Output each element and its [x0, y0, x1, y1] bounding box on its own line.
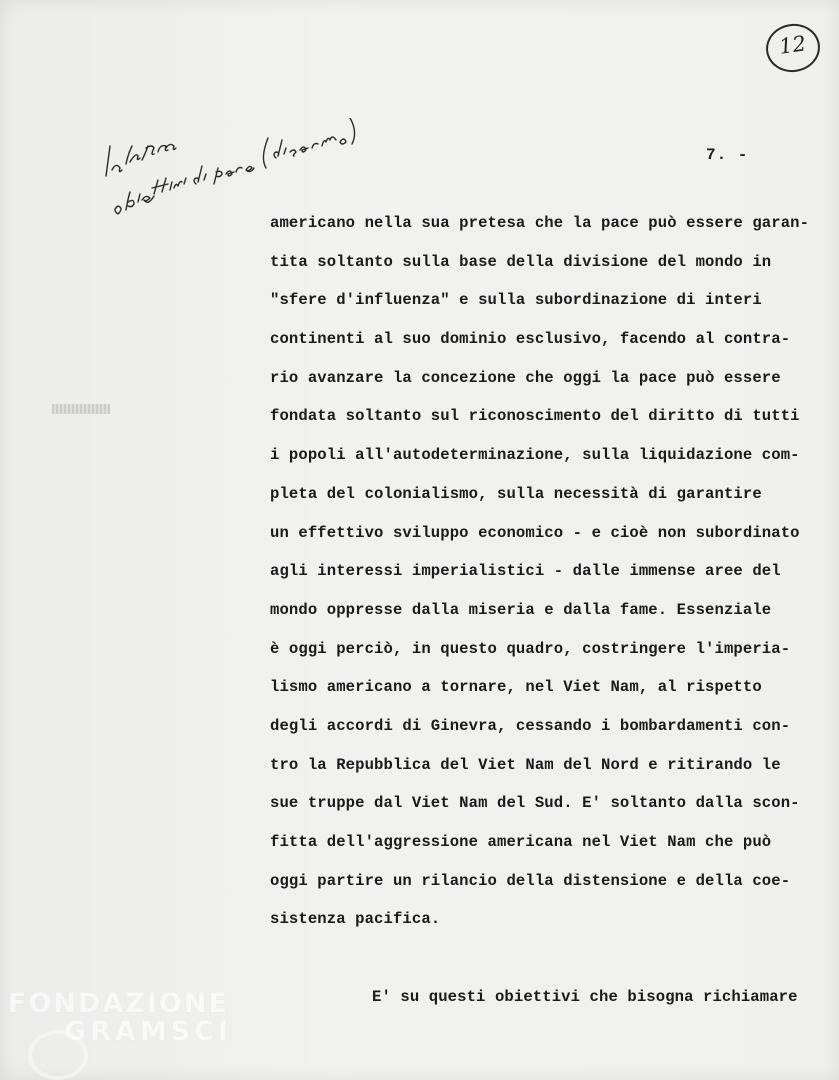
handwriting-icon	[96, 118, 376, 218]
blank-line	[270, 939, 830, 978]
last-body-line: E' su questi obiettivi che bisogna richiamare	[372, 987, 798, 1006]
body-line: pleta del colonialismo, sulla necessità di garantire	[270, 484, 762, 503]
body-line: sue truppe dal Viet Nam del Sud. E' soltanto dalla scon-	[270, 794, 800, 813]
body-line: i popoli all'autodeterminazione, sulla liquidazione com-	[270, 446, 800, 465]
body-line: americano nella sua pretesa che la pace può essere garan-	[270, 214, 810, 232]
body-line: degli accordi di Ginevra, cessando i bombardamenti con-	[270, 716, 791, 735]
body-line: "sfere d'influenza" e sulla subordinazione di interi	[270, 291, 762, 310]
paper-smudge	[52, 404, 110, 414]
body-line: lismo americano a tornare, nel Viet Nam, al rispetto	[270, 678, 762, 697]
body-line: sistenza pacifica.	[270, 910, 441, 929]
body-line: fondata soltanto sul riconoscimento del diritto di tutti	[270, 407, 800, 426]
body-line: un effettivo sviluppo economico - e cioè non subordinato	[270, 523, 800, 542]
watermark-line-1: FONDAZIONE	[8, 988, 229, 1019]
sheet-number-stamp	[763, 20, 823, 75]
page-number: 7. -	[706, 146, 749, 164]
watermark-line-2: GRAMSCI	[64, 1016, 233, 1047]
body-line: è oggi perciò, in questo quadro, costringere l'imperia-	[270, 639, 791, 658]
body-line: fitta dell'aggressione americana nel Viet Nam che può	[270, 833, 772, 851]
body-line: tita soltanto sulla base della divisione del mondo in	[270, 252, 772, 271]
sheet-number: 12	[777, 31, 808, 59]
body-line: mondo oppresse dalla miseria e dalla fame. Essenziale	[270, 600, 772, 619]
body-line: continenti al suo dominio esclusivo, facendo al contra-	[270, 330, 791, 349]
body-line: oggi partire un rilancio della distensione e della coe-	[270, 871, 791, 890]
body-line: agli interessi imperialistici - dalle immense aree del	[270, 562, 781, 581]
handwritten-margin-note	[96, 118, 376, 218]
body-line: tro la Repubblica del Viet Nam del Nord e ritirando le	[270, 755, 781, 774]
typed-body-text	[270, 204, 830, 1016]
body-line: rio avanzare la concezione che oggi la pace può essere	[270, 368, 781, 387]
watermark	[8, 990, 232, 1046]
